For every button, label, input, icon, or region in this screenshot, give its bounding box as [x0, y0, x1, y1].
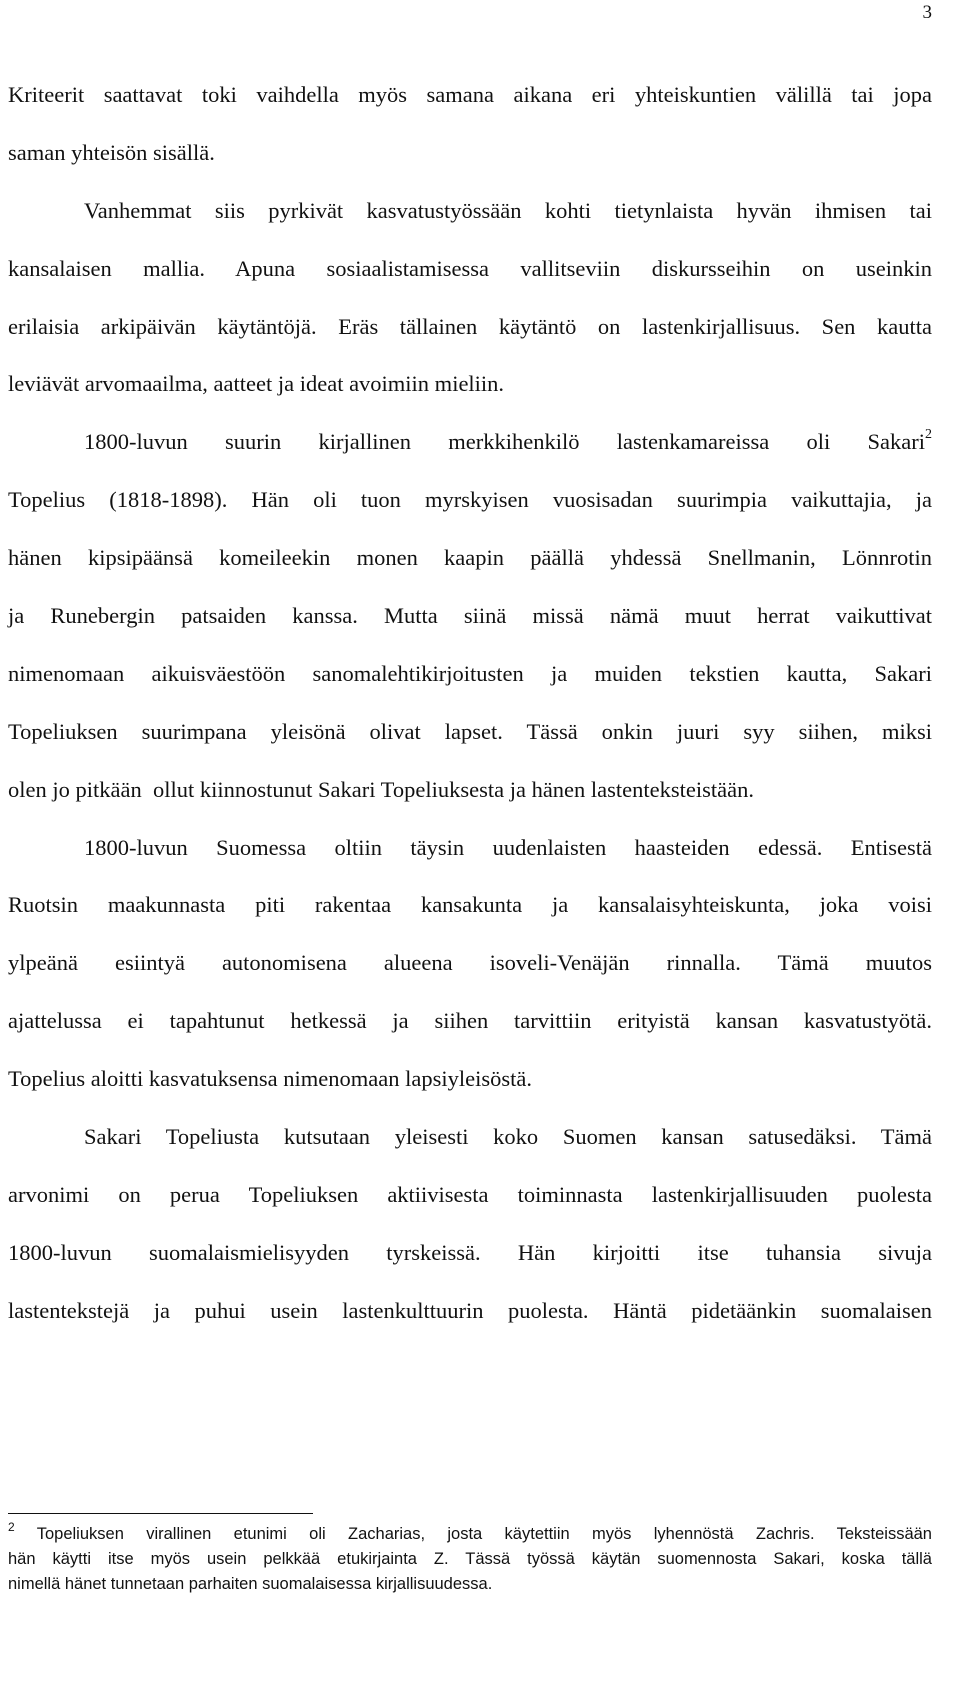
- paragraph-3-line-5: nimenomaan aikuisväestöön sanomalehtikirjoitusten ja muiden tekstien kautta, Sakari: [8, 660, 932, 686]
- paragraph-3-line-6: Topeliuksen suurimpana yleisönä olivat lapset. Tässä onkin juuri syy siihen, miksi: [8, 718, 932, 744]
- paragraph-3-line-2: Topelius (1818-1898). Hän oli tuon myrskyisen vuosisadan suurimpia vaikuttajia, ja: [8, 487, 932, 513]
- paragraph-4-line-4: ajattelussa ei tapahtunut hetkessä ja siihen tarvittiin erityistä kansan kasvatustyötä.: [8, 1008, 932, 1034]
- paragraph-3-line-1: [8, 413, 932, 471]
- footnote: [8, 1522, 932, 1597]
- paragraph-4-line-5: Topelius aloitti kasvatuksensa nimenomaan lapsiyleisöstä.: [8, 1066, 532, 1092]
- footnote-line-1-text: Topeliuksen virallinen etunimi oli Zacharias, josta käytettiin myös lyhennöstä Zachris. Teksteissään: [36, 1525, 932, 1543]
- footnote-mark: 2: [8, 1520, 15, 1534]
- footnote-line-1: [8, 1522, 932, 1547]
- footnote-reference[interactable]: 2: [925, 427, 932, 443]
- paragraph-2-line-1: Vanhemmat siis pyrkivät kasvatustyössään kohti tietynlaista hyvän ihmisen tai: [84, 197, 932, 223]
- paragraph-1-line-1: Kriteerit saattavat toki vaihdella myös samana aikana eri yhteiskuntien välillä tai jopa: [8, 82, 932, 107]
- paragraph-2-line-4: leviävät arvomaailma, aatteet ja ideat avoimiin mieliin.: [8, 371, 505, 397]
- paragraph-5-line-4: lastentekstejä ja puhui usein lastenkulttuurin puolesta. Häntä pidetäänkin suomalaisen: [8, 1297, 932, 1323]
- paragraph-3-line-7: olen jo pitkään ollut kiinnostunut Sakari Topeliuksesta ja hänen lastenteksteistään.: [8, 776, 754, 802]
- footnote-line-3: nimellä hänet tunnetaan parhaiten suomalaisessa kirjallisuudessa.: [8, 1575, 493, 1593]
- page-number: 3: [922, 2, 932, 23]
- paragraph-5-line-1: Sakari Topeliusta kutsutaan yleisesti koko Suomen kansan satusedäksi. Tämä: [84, 1124, 932, 1150]
- paragraph-1-line-2: saman yhteisön sisällä.: [8, 139, 215, 165]
- paragraph-5-line-3: 1800-luvun suomalaismielisyyden tyrskeissä. Hän kirjoitti itse tuhansia sivuja: [8, 1239, 932, 1265]
- paragraph-5-line-2: arvonimi on perua Topeliuksen aktiivisesta toiminnasta lastenkirjallisuuden puolesta: [8, 1181, 932, 1207]
- paragraph-3-line-4: ja Runebergin patsaiden kanssa. Mutta siinä missä nämä muut herrat vaikuttivat: [8, 603, 932, 629]
- paragraph-3-line-3: hänen kipsipäänsä komeileekin monen kaapin päällä yhdessä Snellmanin, Lönnrotin: [8, 545, 932, 571]
- paragraph-4-line-3: ylpeänä esiintyä autonomisena alueena isoveli-Venäjän rinnalla. Tämä muutos: [8, 950, 932, 976]
- paragraph-2-line-3: erilaisia arkipäivän käytäntöjä. Eräs tällainen käytäntö on lastenkirjallisuus. Sen kautta: [8, 313, 932, 339]
- paragraph-3-line-1-text: 1800-luvun suurin kirjallinen merkkihenkilö lastenkamareissa oli Sakari: [84, 429, 925, 455]
- paragraph-2-line-2: kansalaisen mallia. Apuna sosiaalistamisessa vallitseviin diskursseihin on useinkin: [8, 255, 932, 281]
- body-text: [8, 66, 932, 1340]
- footnote-line-2: hän käytti itse myös usein pelkkää etukirjainta Z. Tässä työssä käytän suomennosta Sakari, koska tällä: [8, 1550, 932, 1568]
- paragraph-4-line-1: 1800-luvun Suomessa oltiin täysin uudenlaisten haasteiden edessä. Entisestä: [84, 834, 932, 860]
- footnote-divider: [8, 1513, 313, 1514]
- paragraph-4-line-2: Ruotsin maakunnasta piti rakentaa kansakunta ja kansalaisyhteiskunta, joka voisi: [8, 892, 932, 918]
